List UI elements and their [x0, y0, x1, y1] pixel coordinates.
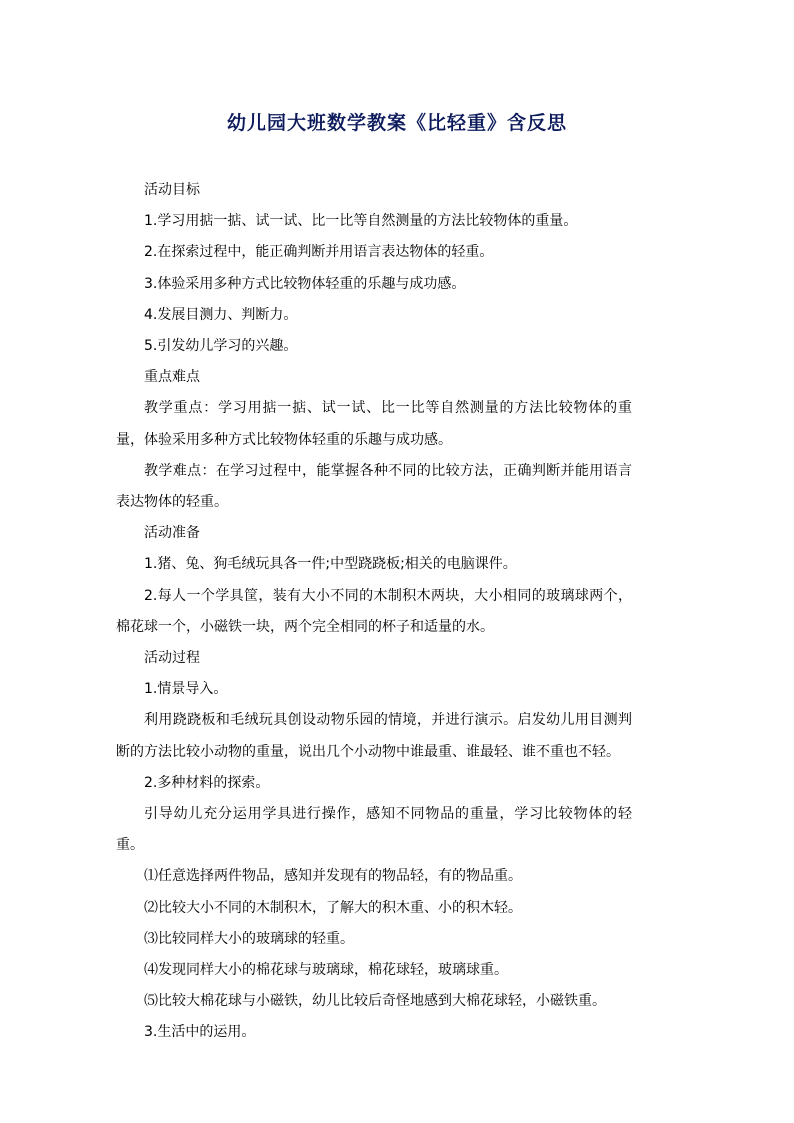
- paragraph: 1.情景导入。: [144, 681, 228, 698]
- paragraph: 2.每人一个学具筐，装有大小不同的木制积木两块，大小相同的玻璃球两个，棉花球一个，小磁铁一块，两个完全相同的杯子和适量的水。: [116, 587, 632, 635]
- paragraph: 3.生活中的运用。: [144, 1024, 256, 1041]
- paragraph: 引导幼儿充分运用学具进行操作，感知不同物品的重量，学习比较物体的轻重。: [116, 806, 632, 854]
- paragraph: ⑴任意选择两件物品，感知并发现有的物品轻，有的物品重。: [144, 868, 522, 885]
- paragraph: 4.发展目测力、判断力。: [144, 306, 298, 323]
- paragraph: 教学难点：在学习过程中，能掌握各种不同的比较方法，正确判断并能用语言表达物体的轻重。: [116, 462, 632, 511]
- paragraph: ⑵比较大小不同的木制积木，了解大的积木重、小的积木轻。: [144, 899, 522, 916]
- section-heading-process: 活动过程: [144, 650, 200, 667]
- section-heading-goals: 活动目标: [144, 182, 200, 198]
- paragraph: 教学重点：学习用掂一掂、试一试、比一比等自然测量的方法比较物体的重量，体验采用多种方式比较物体轻重的乐趣与成功感。: [116, 400, 632, 448]
- section-heading-preparation: 活动准备: [144, 525, 200, 542]
- paragraph: 利用跷跷板和毛绒玩具创设动物乐园的情境，并进行演示。启发幼儿用目测判断的方法比较小动物的重量，说出几个小动物中谁最重、谁最轻、谁不重也不轻。: [116, 712, 632, 760]
- paragraph: ⑸比较大棉花球与小磁铁，幼儿比较后奇怪地感到大棉花球轻，小磁铁重。: [144, 993, 606, 1010]
- paragraph: ⑷发现同样大小的棉花球与玻璃球，棉花球轻，玻璃球重。: [144, 962, 508, 979]
- paragraph: ⑶比较同样大小的玻璃球的轻重。: [144, 930, 354, 947]
- paragraph: 5.引发幼儿学习的兴趣。: [144, 338, 298, 355]
- document-body: [116, 175, 632, 1049]
- paragraph: 2.在探索过程中，能正确判断并用语言表达物体的轻重。: [144, 244, 494, 261]
- section-heading-key-points: 重点难点: [144, 369, 200, 386]
- paragraph: 3.体验采用多种方式比较物体轻重的乐趣与成功感。: [144, 275, 466, 292]
- paragraph: 1.猪、兔、狗毛绒玩具各一件;中型跷跷板;相关的电脑课件。: [144, 556, 517, 573]
- paragraph: 1.学习用掂一掂、试一试、比一比等自然测量的方法比较物体的重量。: [144, 213, 578, 230]
- document-title: 幼儿园大班数学教案《比轻重》含反思: [226, 112, 567, 134]
- paragraph: 2.多种材料的探索。: [144, 774, 270, 791]
